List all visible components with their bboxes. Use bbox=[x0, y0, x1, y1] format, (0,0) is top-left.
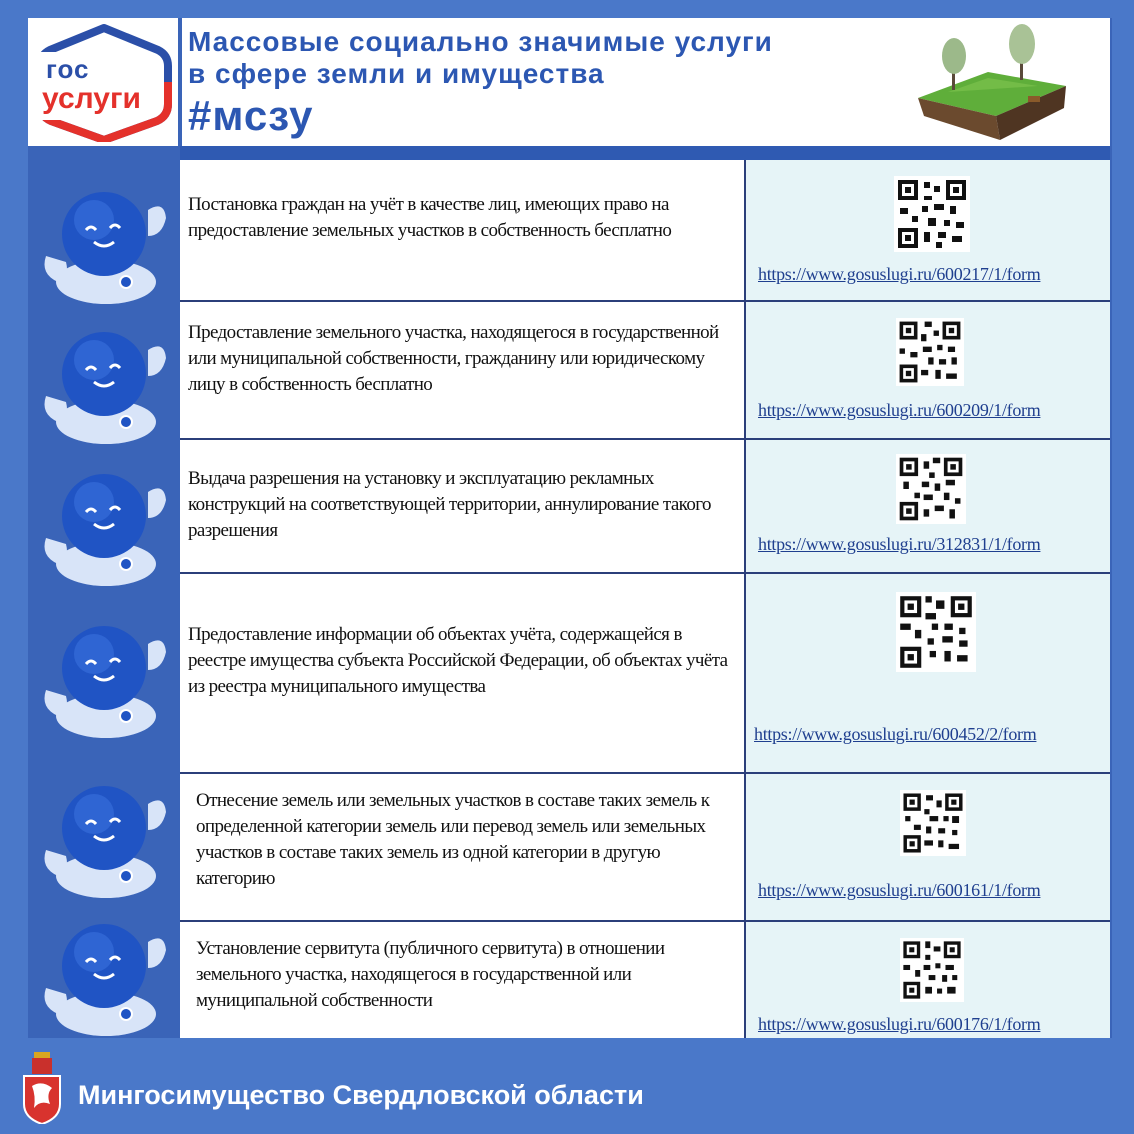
service-description: Предоставление земельного участка, находящегося в государственной или муниципальной собственности, гражданину или юридическому лицу в собственность бесплатно bbox=[188, 322, 719, 395]
qr-code-icon[interactable] bbox=[896, 318, 964, 386]
mascot-icon bbox=[36, 604, 176, 744]
service-link[interactable]: https://www.gosuslugi.ru/600452/2/form bbox=[754, 724, 1037, 744]
hashtag: #мсзу bbox=[188, 92, 314, 139]
land-plot-icon bbox=[888, 20, 1088, 144]
page-title bbox=[188, 26, 773, 90]
logo-text-gos: гос bbox=[46, 54, 90, 84]
footer-organization: Мингосимущество Свердловской области bbox=[78, 1080, 644, 1110]
service-link-cell bbox=[746, 574, 1110, 772]
service-link[interactable]: https://www.gosuslugi.ru/600161/1/form bbox=[758, 880, 1041, 900]
logo-text-uslugi: услуги bbox=[42, 82, 141, 115]
service-row bbox=[180, 922, 1110, 1038]
service-row bbox=[180, 574, 1110, 774]
qr-code-icon[interactable] bbox=[900, 938, 964, 1002]
service-link[interactable]: https://www.gosuslugi.ru/600217/1/form bbox=[758, 264, 1041, 284]
header-strip bbox=[180, 146, 1110, 160]
service-description: Предоставление информации об объектах учёта, содержащейся в реестре имущества субъекта Российской Федерации, об объектах учёта из реестра муниципального имущества bbox=[188, 624, 728, 697]
header bbox=[28, 18, 1110, 146]
service-description: Отнесение земель или земельных участков в составе таких земель к определенной категории земель или перевод земель или земельных участков в составе таких земель из одной категории в другую категорию bbox=[196, 790, 710, 889]
mascot-icon bbox=[36, 764, 176, 904]
service-row bbox=[180, 440, 1110, 574]
service-description: Выдача разрешения на установку и эксплуатацию рекламных конструкций на соответствующей территории, аннулирование такого разрешения bbox=[188, 468, 711, 541]
service-row bbox=[180, 302, 1110, 440]
service-description-cell bbox=[180, 774, 746, 920]
mascot-icon bbox=[36, 310, 176, 450]
service-description-cell bbox=[180, 574, 746, 772]
services-table bbox=[180, 160, 1110, 1038]
title-line-2: в сфере земли и имущества bbox=[188, 58, 605, 89]
title-line-1: Массовые социально значимые услуги bbox=[188, 26, 773, 57]
mascot-icon bbox=[36, 170, 176, 310]
service-link[interactable]: https://www.gosuslugi.ru/600176/1/form bbox=[758, 1014, 1041, 1034]
gosuslugi-logo bbox=[36, 24, 172, 142]
service-link[interactable]: https://www.gosuslugi.ru/600209/1/form bbox=[758, 400, 1041, 420]
qr-code-icon[interactable] bbox=[894, 176, 970, 252]
service-link-cell bbox=[746, 302, 1110, 438]
service-link[interactable]: https://www.gosuslugi.ru/312831/1/form bbox=[758, 534, 1041, 554]
mascot-icon bbox=[36, 452, 176, 592]
service-link-cell bbox=[746, 440, 1110, 572]
service-description-cell bbox=[180, 440, 746, 572]
service-link-cell bbox=[746, 922, 1110, 1038]
service-description: Постановка граждан на учёт в качестве лиц, имеющих право на предоставление земельных участков в собственность бесплатно bbox=[188, 194, 672, 241]
qr-code-icon[interactable] bbox=[896, 454, 966, 524]
service-row bbox=[180, 160, 1110, 302]
mascot-icon bbox=[36, 902, 176, 1042]
sverdlovsk-emblem-icon bbox=[22, 1052, 62, 1124]
service-description-cell bbox=[180, 160, 746, 300]
service-description: Установление сервитута (публичного сервитута) в отношении земельного участка, находящегося в государственной или муниципальной собственности bbox=[196, 938, 665, 1011]
qr-code-icon[interactable] bbox=[900, 790, 966, 856]
service-description-cell bbox=[180, 302, 746, 438]
service-link-cell bbox=[746, 160, 1110, 300]
service-row bbox=[180, 774, 1110, 922]
qr-code-icon[interactable] bbox=[896, 592, 976, 672]
service-description-cell bbox=[180, 922, 746, 1038]
service-link-cell bbox=[746, 774, 1110, 920]
header-divider bbox=[178, 18, 182, 146]
